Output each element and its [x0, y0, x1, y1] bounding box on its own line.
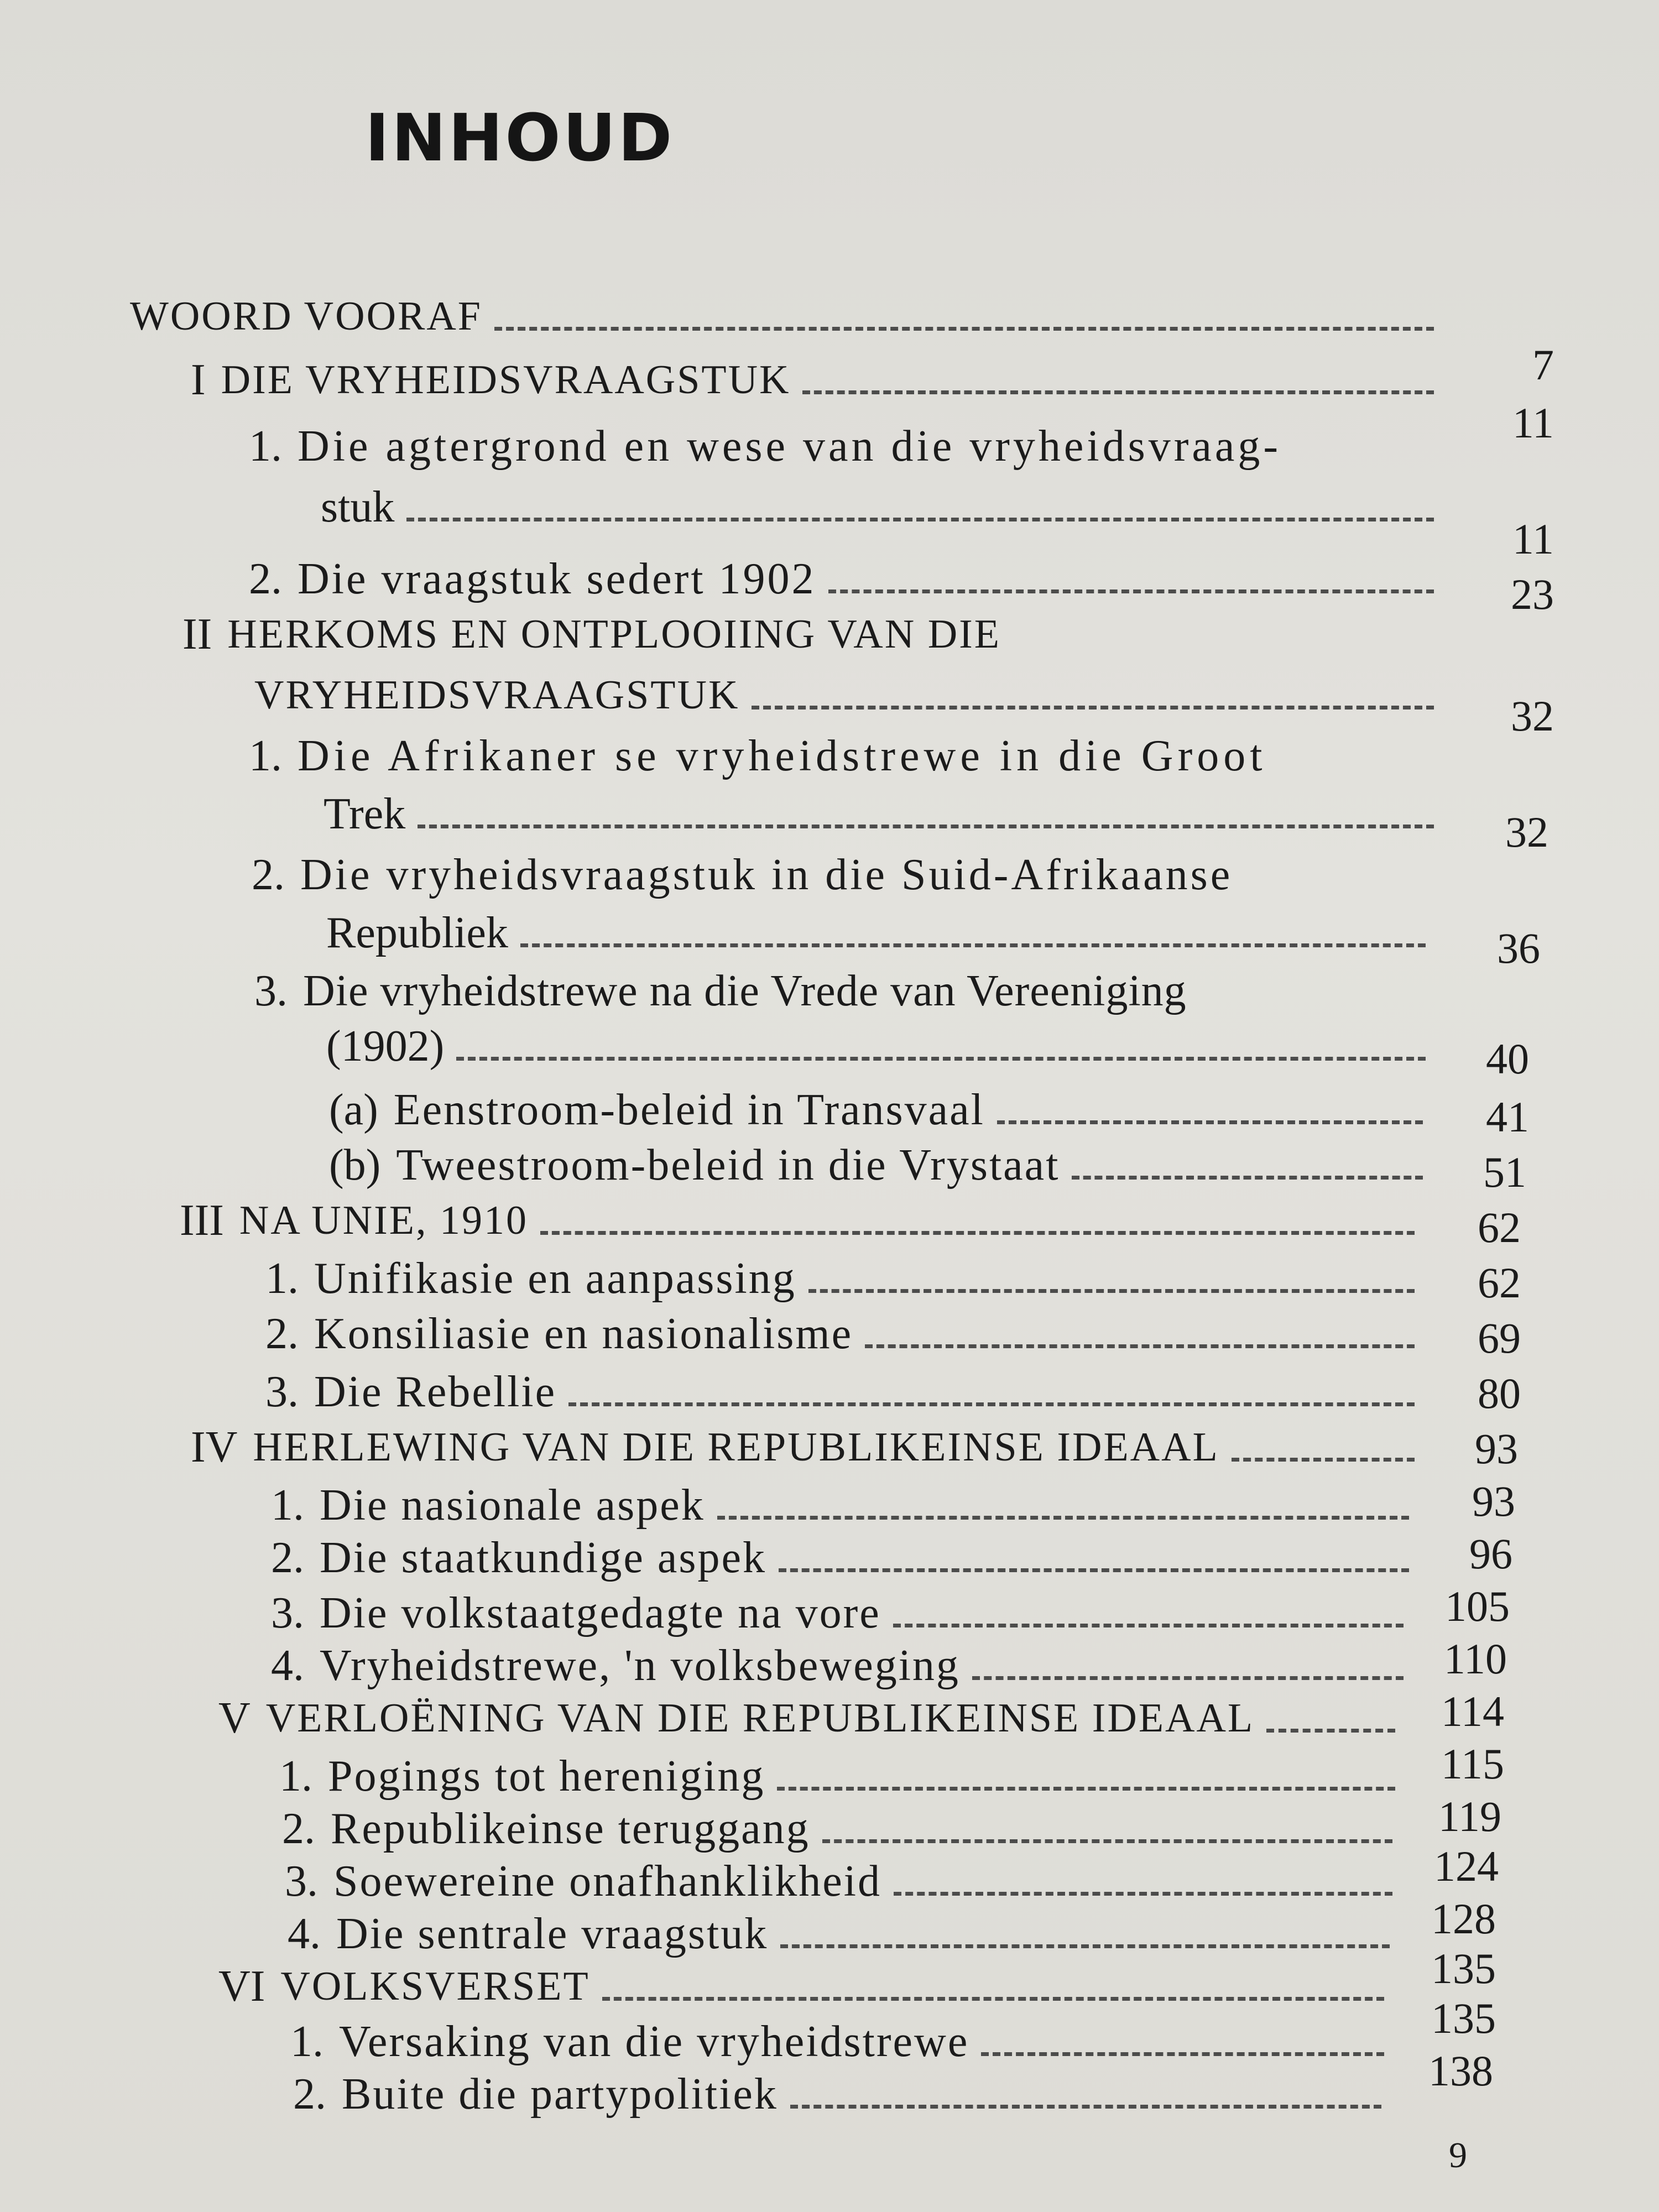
toc-page-number: 80: [1478, 1369, 1521, 1417]
toc-page-number: 128: [1431, 1895, 1496, 1943]
leader-dots: [972, 1676, 1404, 1680]
toc-entry-label: Die volkstaatgedagte na vore: [320, 1589, 881, 1637]
toc-entry-number: 1.: [249, 422, 282, 471]
leader-dots: [894, 1892, 1392, 1896]
toc-entry-label: Republikeinse teruggang: [331, 1804, 810, 1853]
toc-entry: [265, 1244, 1427, 1305]
toc-entry-continuation: [324, 780, 1446, 841]
toc-entry-label: Die Rebellie: [314, 1368, 557, 1416]
toc-page-number: 135: [1431, 1944, 1496, 1992]
toc-entry-continuation: [321, 473, 1446, 534]
toc-entry-label-line1: Die vryheidsvraagstuk in die Suid-Afrikaanse: [300, 851, 1233, 899]
leader-dots: [520, 943, 1426, 947]
toc-entry-number: (a): [329, 1086, 378, 1134]
toc-entry-label: HERLEWING VAN DIE REPUBLIKEINSE IDEAAL: [253, 1425, 1219, 1470]
toc-page-number: 62: [1478, 1259, 1521, 1307]
toc-entry-label: Pogings tot hereniging: [328, 1752, 765, 1801]
toc-entry-label-line1: Die Afrikaner se vryheidstrewe in die Groot: [298, 732, 1267, 780]
leader-dots: [828, 589, 1434, 593]
toc-page-number: 138: [1428, 2047, 1493, 2095]
toc-entry-label: VERLOËNING VAN DIE REPUBLIKEINSE IDEAAL: [265, 1695, 1255, 1741]
leader-dots: [790, 2105, 1381, 2109]
toc-page-number: 51: [1483, 1148, 1526, 1196]
toc-entry-number: 3.: [271, 1589, 304, 1637]
toc-entry: [265, 1300, 1427, 1360]
toc-entry-number: 2.: [252, 851, 285, 899]
toc-entry: [182, 600, 1446, 661]
toc-entry: [271, 1471, 1421, 1532]
toc-entry-number: VI: [218, 1962, 265, 2011]
toc-entry-label: DIE VRYHEIDSVRAAGSTUK: [221, 357, 791, 403]
toc-entry-number: 4.: [288, 1910, 321, 1958]
toc-entry-label: NA UNIE, 1910: [239, 1198, 528, 1243]
leader-dots: [418, 825, 1434, 828]
toc-entry-label: Konsiliasie en nasionalisme: [314, 1310, 853, 1358]
toc-entry-number: 4.: [271, 1641, 304, 1690]
toc-entry-number: 3.: [265, 1368, 299, 1416]
toc-entry-label-line1: HERKOMS EN ONTPLOOIING VAN DIE: [227, 612, 1001, 657]
toc-page-number: 135: [1431, 1994, 1496, 2042]
leader-dots: [568, 1402, 1415, 1406]
toc-entry-number: 2.: [249, 555, 282, 603]
toc-entry-number: V: [218, 1694, 251, 1743]
toc-entry-continuation: [254, 661, 1446, 722]
leader-dots: [981, 2052, 1384, 2056]
toc-entry-number: 2.: [282, 1804, 315, 1853]
toc-entry-label: Eenstroom-beleid in Transvaal: [393, 1086, 985, 1134]
leader-dots: [602, 1997, 1384, 2001]
toc-entry-label: Tweestroom-beleid in die Vrystaat: [396, 1141, 1060, 1190]
toc-entry: [329, 1131, 1435, 1192]
toc-page-number: 32: [1505, 808, 1548, 856]
toc-page-number: 93: [1472, 1477, 1515, 1525]
leader-dots: [1232, 1458, 1415, 1462]
leader-dots: [406, 518, 1434, 521]
toc-entry: [254, 957, 1454, 1018]
toc-entry: [218, 1684, 1407, 1745]
toc-entry-number: III: [180, 1196, 224, 1245]
toc-entry-number: 1.: [265, 1254, 299, 1303]
toc-entry-number: 1.: [249, 732, 282, 780]
page-title: INHOUD: [365, 100, 675, 176]
toc-entry-number: IV: [191, 1423, 238, 1472]
toc-entry-label: Vryheidstrewe, 'n volksbeweging: [320, 1641, 960, 1690]
toc-entry: [249, 545, 1446, 606]
toc-entry: [191, 346, 1446, 406]
toc-entry: [271, 1631, 1416, 1692]
toc-entry: [252, 841, 1454, 901]
toc-entry-label: Die vraagstuk sedert 1902: [298, 555, 816, 603]
toc-page-number: 96: [1469, 1530, 1512, 1578]
toc-page-number: 40: [1486, 1035, 1529, 1083]
toc-page-number: 105: [1445, 1582, 1510, 1630]
toc-entry-label: Unifikasie en aanpassing: [314, 1254, 796, 1303]
toc-page-number: 69: [1478, 1314, 1521, 1362]
toc-entry: [329, 1076, 1435, 1136]
toc-entry: [288, 1900, 1402, 1960]
toc-entry: [180, 1186, 1427, 1247]
toc-entry-number: I: [191, 356, 206, 404]
leader-dots: [752, 706, 1434, 709]
toc-entry: [271, 1524, 1421, 1584]
toc-entry-label: WOORD VOORAF: [130, 294, 482, 339]
toc-entry-number: (b): [329, 1141, 381, 1190]
toc-page-number: 41: [1486, 1093, 1529, 1141]
toc-page-number: 32: [1511, 692, 1554, 740]
toc-entry: [130, 282, 1446, 343]
page-folio-number: 9: [1449, 2135, 1467, 2176]
leader-dots: [1072, 1176, 1423, 1180]
toc-page-number: 114: [1441, 1687, 1504, 1735]
toc-page-number: 115: [1441, 1740, 1504, 1788]
toc-entry: [293, 2060, 1394, 2121]
toc-page-number: 62: [1478, 1203, 1521, 1251]
leader-dots: [777, 1787, 1395, 1791]
toc-entry: [218, 1952, 1396, 2013]
toc-entry-label: Die nasionale aspek: [320, 1481, 705, 1530]
toc-entry: [282, 1794, 1405, 1855]
toc-entry-label: Republiek: [326, 909, 508, 957]
leader-dots: [717, 1516, 1409, 1520]
toc-entry: [265, 1358, 1427, 1418]
leader-dots: [540, 1231, 1415, 1235]
toc-entry-label: Buite die partypolitiek: [342, 2070, 778, 2119]
leader-dots: [802, 390, 1434, 394]
leader-dots: [808, 1289, 1415, 1293]
toc-entry-continuation: [326, 899, 1438, 959]
toc-entry: [290, 2007, 1396, 2068]
toc-entry: [285, 1847, 1405, 1908]
leader-dots: [1266, 1729, 1395, 1733]
toc-entry-label: Versaking van die vryheidstrewe: [339, 2017, 969, 2066]
toc-entry-label: VRYHEIDSVRAAGSTUK: [254, 672, 740, 718]
toc-entry: [271, 1579, 1416, 1640]
toc-entry-label: Die sentrale vraagstuk: [336, 1910, 769, 1958]
toc-page-number: 11: [1512, 399, 1554, 447]
toc-page-number: 119: [1438, 1792, 1501, 1840]
leader-dots: [494, 327, 1434, 331]
toc-entry-number: 2.: [293, 2070, 326, 2119]
leader-dots: [456, 1057, 1426, 1061]
toc-entry-label: Die staatkundige aspek: [320, 1533, 766, 1582]
toc-page-number: 23: [1511, 570, 1554, 618]
toc-entry-number: 1.: [290, 2017, 324, 2066]
leader-dots: [997, 1120, 1423, 1124]
toc-entry-number: 1.: [279, 1752, 312, 1801]
toc-entry: [191, 1413, 1427, 1474]
toc-entry: [249, 722, 1454, 782]
toc-entry: [279, 1742, 1407, 1803]
toc-entry-label: stuk: [321, 483, 395, 531]
toc-entry: [249, 412, 1454, 473]
toc-entry-label: Trek: [324, 790, 406, 838]
toc-entry-label-line1: Die vryheidstrewe na die Vrede van Vereeniging: [303, 967, 1187, 1015]
leader-dots: [893, 1624, 1404, 1627]
toc-entry-continuation: [326, 1012, 1438, 1073]
toc-entry-number: 2.: [265, 1310, 299, 1358]
toc-entry-number: 1.: [271, 1481, 304, 1530]
leader-dots: [780, 1944, 1390, 1948]
toc-entry-label: VOLKSVERSET: [280, 1964, 590, 2009]
toc-page-number: 110: [1443, 1635, 1507, 1683]
leader-dots: [865, 1344, 1415, 1348]
toc-entry-label: (1902): [326, 1022, 445, 1071]
leader-dots: [779, 1568, 1409, 1572]
toc-page-number: 7: [1532, 341, 1554, 389]
toc-entry-number: II: [182, 610, 212, 659]
toc-entry-number: 3.: [254, 967, 288, 1015]
toc-page-number: 93: [1475, 1425, 1518, 1473]
leader-dots: [822, 1839, 1392, 1843]
toc-page-number: 11: [1512, 515, 1554, 563]
toc-entry-number: 3.: [285, 1857, 318, 1906]
toc-entry-label-line1: Die agtergrond en wese van die vryheidsvraag-: [298, 422, 1282, 471]
toc-entry-number: 2.: [271, 1533, 304, 1582]
toc-page-number: 36: [1497, 924, 1540, 972]
toc-page-number: 124: [1434, 1842, 1499, 1890]
toc-entry-label: Soewereine onafhanklikheid: [333, 1857, 882, 1906]
